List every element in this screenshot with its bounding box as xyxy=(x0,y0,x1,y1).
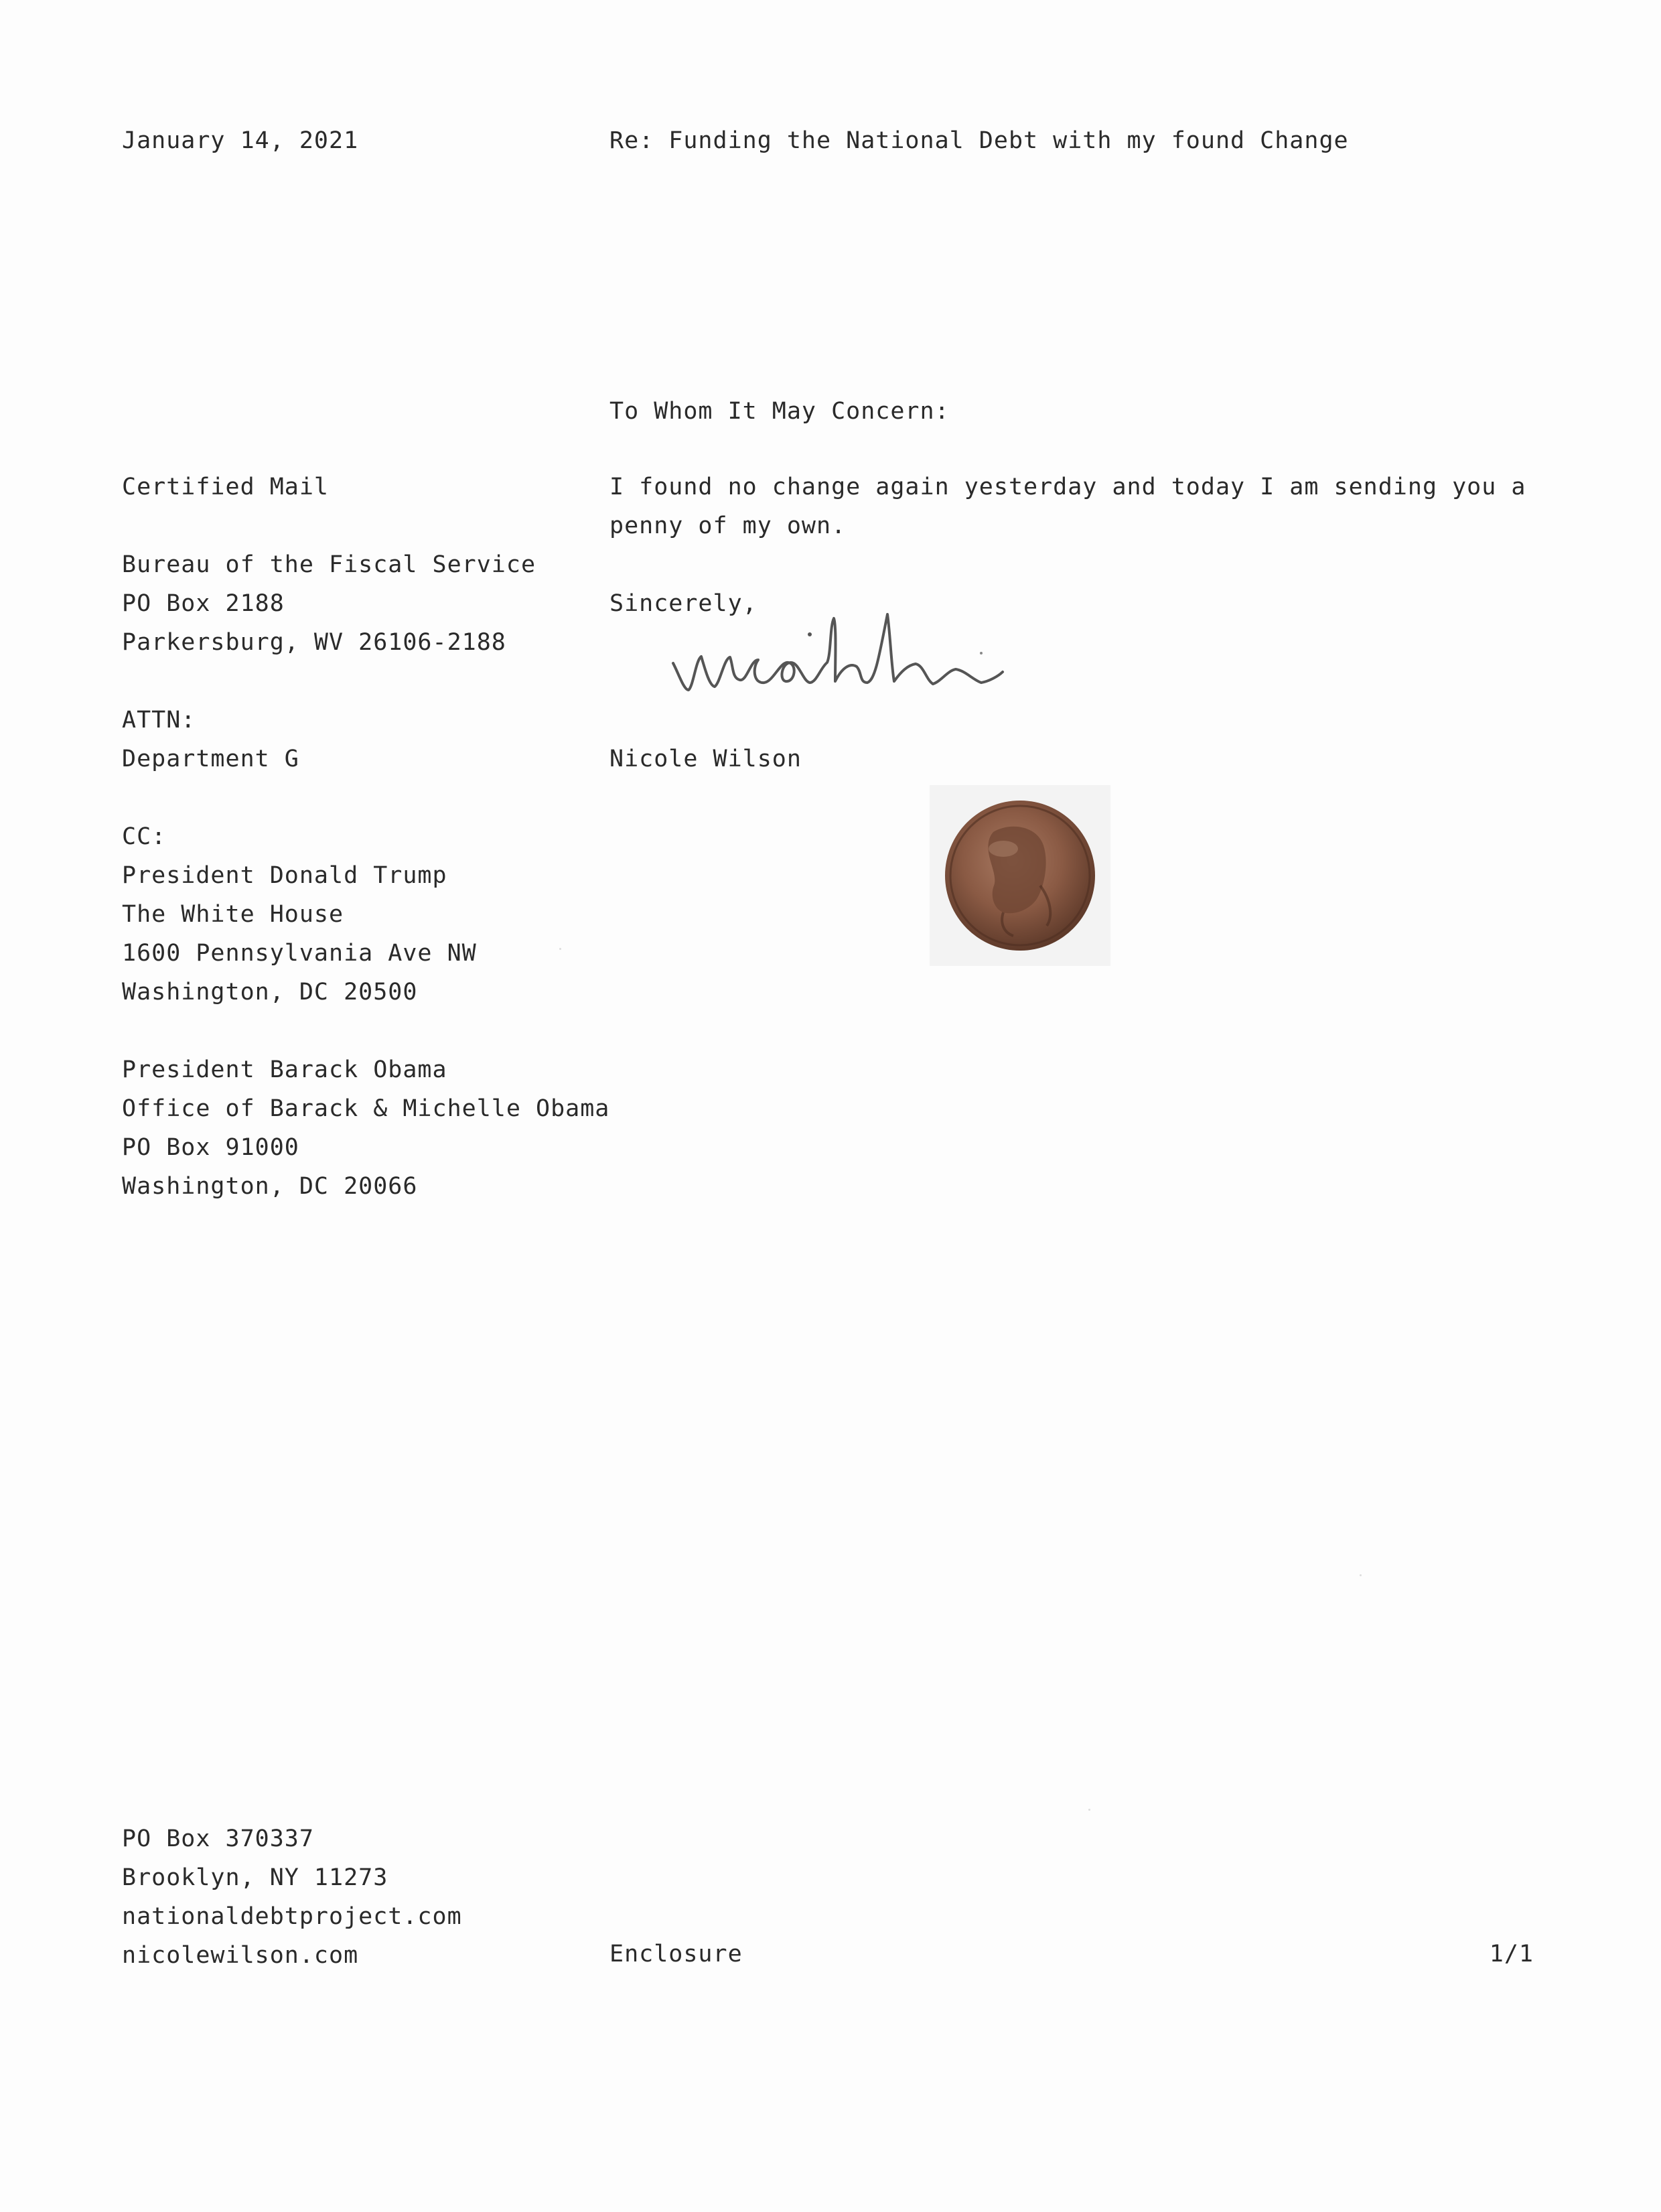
salutation-text: To Whom It May Concern: xyxy=(609,398,950,425)
address-line: President Barack Obama xyxy=(122,1056,447,1083)
cc-recipient-address xyxy=(122,856,609,1012)
address-line: Parkersburg, WV 26106-2188 xyxy=(122,629,506,656)
attn-label: ATTN: xyxy=(122,707,196,734)
body-line: I found no change again yesterday and today I am sending you a xyxy=(609,474,1526,500)
address-line: The White House xyxy=(122,901,344,928)
address-line: PO Box 91000 xyxy=(122,1134,299,1161)
address-line: Bureau of the Fiscal Service xyxy=(122,551,536,578)
recipient-column xyxy=(122,468,609,1206)
date-text: January 14, 2021 xyxy=(122,127,359,154)
scan-speck xyxy=(1088,1809,1090,1811)
address-line: Brooklyn, NY 11273 xyxy=(122,1864,388,1891)
cc-label: CC: xyxy=(122,823,167,850)
address-line: Washington, DC 20066 xyxy=(122,1173,418,1200)
enclosure-text: Enclosure xyxy=(609,1941,743,1967)
address-line: PO Box 2188 xyxy=(122,590,285,617)
address-line: President Donald Trump xyxy=(122,862,447,889)
scan-speck xyxy=(1360,1574,1362,1576)
signer-name-text: Nicole Wilson xyxy=(609,746,802,772)
letter-date xyxy=(122,121,358,160)
address-line: Washington, DC 20500 xyxy=(122,979,418,1006)
page-number-text: 1/1 xyxy=(1489,1941,1534,1967)
penny-coin-icon xyxy=(930,785,1110,966)
website-text: nationaldebtproject.com xyxy=(122,1903,462,1930)
subject-line xyxy=(609,121,1349,160)
primary-recipient-address xyxy=(122,545,609,662)
address-line: 1600 Pennsylvania Ave NW xyxy=(122,940,477,967)
address-line: PO Box 370337 xyxy=(122,1825,314,1852)
cc-recipient-address xyxy=(122,1050,609,1206)
website-text: nicolewilson.com xyxy=(122,1942,359,1969)
enclosure-note xyxy=(609,1935,743,1974)
body-line: penny of my own. xyxy=(609,512,847,539)
return-address xyxy=(122,1819,462,1975)
page-number xyxy=(1490,1935,1534,1974)
salutation xyxy=(609,392,950,431)
mail-type: Certified Mail xyxy=(122,474,330,500)
attn-value: Department G xyxy=(122,746,299,772)
letter-body xyxy=(609,468,1526,623)
signer-name xyxy=(609,740,802,778)
scan-speck xyxy=(559,948,561,950)
subject-text: Re: Funding the National Debt with my found Change xyxy=(609,127,1349,154)
penny-coin-image xyxy=(930,785,1110,966)
signature xyxy=(666,606,1028,707)
closing: Sincerely, xyxy=(609,590,757,617)
signature-scribble xyxy=(666,606,1028,707)
address-line: Office of Barack & Michelle Obama xyxy=(122,1095,610,1122)
